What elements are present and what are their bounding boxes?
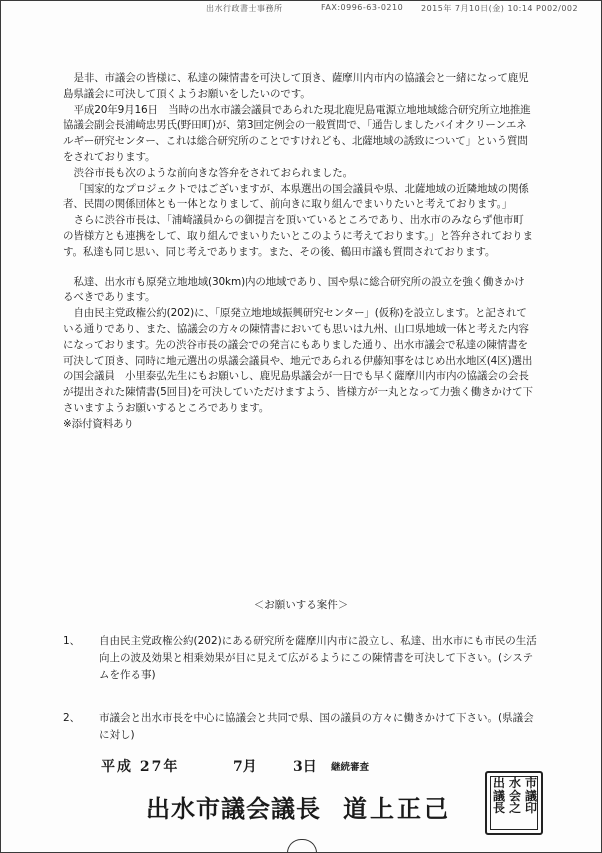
fax-timestamp: 2015年 7月10日(金) 10:14 P002/002 <box>421 4 579 13</box>
section-title: ＜お願いする案件＞ <box>253 599 349 611</box>
signature-title: 出水市議会議長 <box>146 794 321 823</box>
attachment-note: ※添付資料あり <box>63 417 134 430</box>
paragraph: 「国家的なプロジェクトではございますが、本県選出の国会議員や県、北薩地域の近隣地域の関係者、民間の関係団体とも一体となりまして、前向きに取り組んでまいりたいと考えております。」 <box>63 182 529 211</box>
paragraph: さらに渋谷市長は、「浦崎議員からの御提言を頂いているところであり、出水市のみならず他市町の皆様方とも連携をして、取り組んでまいりたいとこのように考えております。」と答弁されております。私達も同じ思い、同じ考えであります。また、その後、鶴田市議も質問されております。 <box>63 214 533 258</box>
request-item <box>63 710 543 744</box>
fax-number: FAX:0996-63-0210 <box>321 3 404 12</box>
official-seal-stamp <box>485 771 543 835</box>
fax-office: 出水行政書士事務所 <box>206 4 283 13</box>
decision-status: 継続審査 <box>331 762 370 773</box>
decision-day: 3日 <box>293 759 317 775</box>
document-body <box>63 71 533 433</box>
request-text: 市議会と出水市長を中心に協議会と共同で県、国の議員の方々に働きかけて下さい。(県議会に対し) <box>99 712 534 741</box>
signature-name: 道上正己 <box>343 794 451 823</box>
paragraph: 平成20年9月16日 当時の出水市議会議員であられた現北鹿児島電源立地地域総合研究所立地推進協議会副会長浦崎忠男氏(野田町)が、第3回定例会の一般質問で、「通告しましたバイオクリーンエネルギー研究センター、これは総合研究所のことですけれども、北薩地域の誘致について」という質問をされております。 <box>63 103 531 163</box>
request-item <box>63 633 543 684</box>
page-bottom-mark <box>287 839 317 853</box>
paragraph: 私達、出水市も原発立地地域(30km)内の地域であり、国や県に総合研究所の設立を強く働きかけるべきであります。 <box>63 275 525 304</box>
paragraph-gap <box>63 261 533 275</box>
request-text: 自由民主党政権公約(202)にある研究所を薩摩川内市に設立し、私達、出水市にも市民の生活向上の波及効果と相乗効果が目に見えて広がるようにこの陳情書を可決して下さい。(システムを作る事) <box>99 635 537 681</box>
request-number: 2、 <box>63 712 81 724</box>
paragraph: 渋谷市長も次のような前向きな答弁をされておられました。 <box>73 166 353 179</box>
request-number: 1、 <box>63 635 81 647</box>
decision-month: 7月 <box>233 759 257 775</box>
seal-text-column: 出 議 長 <box>492 776 505 815</box>
paragraph: 是非、市議会の皆様に、私達の陳情書を可決して頂き、薩摩川内市内の協議会と一緒になって鹿児島県議会に可決して頂くようお願いをしたいのです。 <box>63 72 529 100</box>
decision-date-line <box>101 756 481 780</box>
signature-block <box>146 789 451 824</box>
seal-text-column: 市 議 印 <box>524 776 537 815</box>
paragraph: 自由民主党政権公約(202)に、「原発立地地域振興研究センター」(仮称)を設立します。と記されている通りであり、また、協議会の方々の陳情書においても思いは九州、山口県地域一体と考えた内容になっております。先の渋谷市長の議会での発言にもありました通り、出水市議会で私達の陳情書を可決して頂き、同時に地元選出の県議会議員や、地元であられる伊藤知事をはじめ出水地区(4区)選出の国会議員 小里泰弘先生にもお願いし、鹿児島県議会が一日でも早く薩摩川内市内の協議会の会長が提出された陳情書(5回目)を可決していただけますよう、皆様方が一丸となって力強く働きかけて下さいますようお願いするところであります。 <box>63 307 533 414</box>
decision-era-year: 平成 27年 <box>101 759 180 775</box>
seal-text-column: 水 会 之 <box>508 776 521 815</box>
fax-header <box>1 1 601 21</box>
